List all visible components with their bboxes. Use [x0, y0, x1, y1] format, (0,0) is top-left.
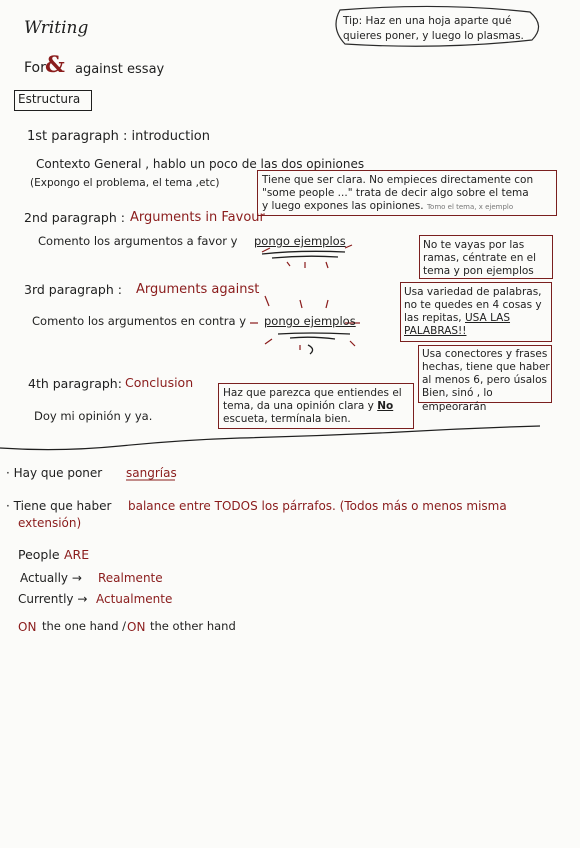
p2-line1: Comento los argumentos a favor y: [38, 234, 238, 248]
conclusion-text: [223, 387, 411, 426]
subtitle-rest: against essay: [75, 62, 165, 77]
conclusion-no: No: [377, 400, 394, 413]
variedad-main: Usa variedad de palabras, no te quedes en 4 cosas y las repitas,: [404, 286, 542, 325]
subtitle-for: For: [24, 60, 46, 76]
p3-line1: Comento los argumentos en contra y: [32, 314, 247, 328]
ramas-text: No te vayas por las ramas, céntrate en el tema y pon ejemplos: [423, 239, 537, 278]
bullet2-red-cont: extensión): [18, 516, 82, 530]
bullet1-red: sangrías: [126, 466, 177, 480]
bullet2-black: · Tiene que haber: [6, 499, 112, 513]
p3-highlight: pongo ejemplos: [264, 314, 356, 328]
p2-label: 2nd paragraph :: [24, 210, 125, 225]
bullet1-black: · Hay que poner: [6, 466, 103, 480]
intro-tip-line1: Tiene que ser clara. No empieces directamente con: [262, 174, 534, 186]
page-title: Writing: [24, 18, 89, 38]
actually-black: Actually →: [20, 571, 82, 585]
p2-heading: Arguments in Favour: [130, 210, 265, 225]
conclusion-part2: escueta, termínala bien.: [223, 413, 351, 426]
one-hand: the one hand /: [42, 619, 127, 633]
other-hand: the other hand: [150, 619, 236, 633]
p1-line2: (Expongo el problema, el tema ,etc): [30, 177, 220, 189]
intro-tip-small: Tomo el tema, x ejemplo: [426, 203, 514, 212]
intro-tip-line2: "some people ..." trata de decir algo sobre el tema: [262, 187, 529, 200]
people-black: People: [18, 547, 60, 562]
p4-label: 4th paragraph:: [28, 376, 122, 391]
actually-red: Realmente: [98, 571, 163, 585]
ampersand: &: [45, 52, 65, 78]
conectores-text: Usa conectores y frases hechas, tiene que haber al menos 6, pero úsalos Bien, sinó , lo empeorarán: [422, 348, 550, 413]
conclusion-part1: Haz que parezca que entiendes el tema, da una opinión clara y: [223, 387, 402, 413]
p3-label: 3rd paragraph :: [24, 282, 122, 297]
on-1: ON: [18, 620, 37, 634]
on-2: ON: [127, 620, 146, 634]
variedad-text: [404, 286, 550, 339]
p2-highlight: pongo ejemplos: [254, 234, 346, 248]
p1-line1: Contexto General , hablo un poco de las dos opiniones: [36, 157, 365, 171]
people-red: ARE: [64, 547, 90, 562]
estructura-label: Estructura: [18, 92, 81, 106]
currently-black: Currently →: [18, 592, 88, 606]
tip-note: Tip: Haz en una hoja aparte qué quieres poner, y luego lo plasmas.: [343, 15, 524, 42]
bullet2-red: balance entre TODOS los párrafos. (Todos más o menos misma: [128, 499, 507, 513]
p4-line1: Doy mi opinión y ya.: [34, 409, 153, 423]
p3-heading: Arguments against: [136, 282, 260, 297]
p4-heading: Conclusion: [125, 375, 194, 390]
variedad-emphasis: USA LAS PALABRAS!!: [404, 312, 511, 338]
intro-tip-line3: y luego expones las opiniones.: [262, 200, 424, 213]
intro-tip-text: [262, 174, 554, 213]
p1-heading: 1st paragraph : introduction: [27, 129, 211, 144]
currently-red: Actualmente: [96, 592, 173, 606]
